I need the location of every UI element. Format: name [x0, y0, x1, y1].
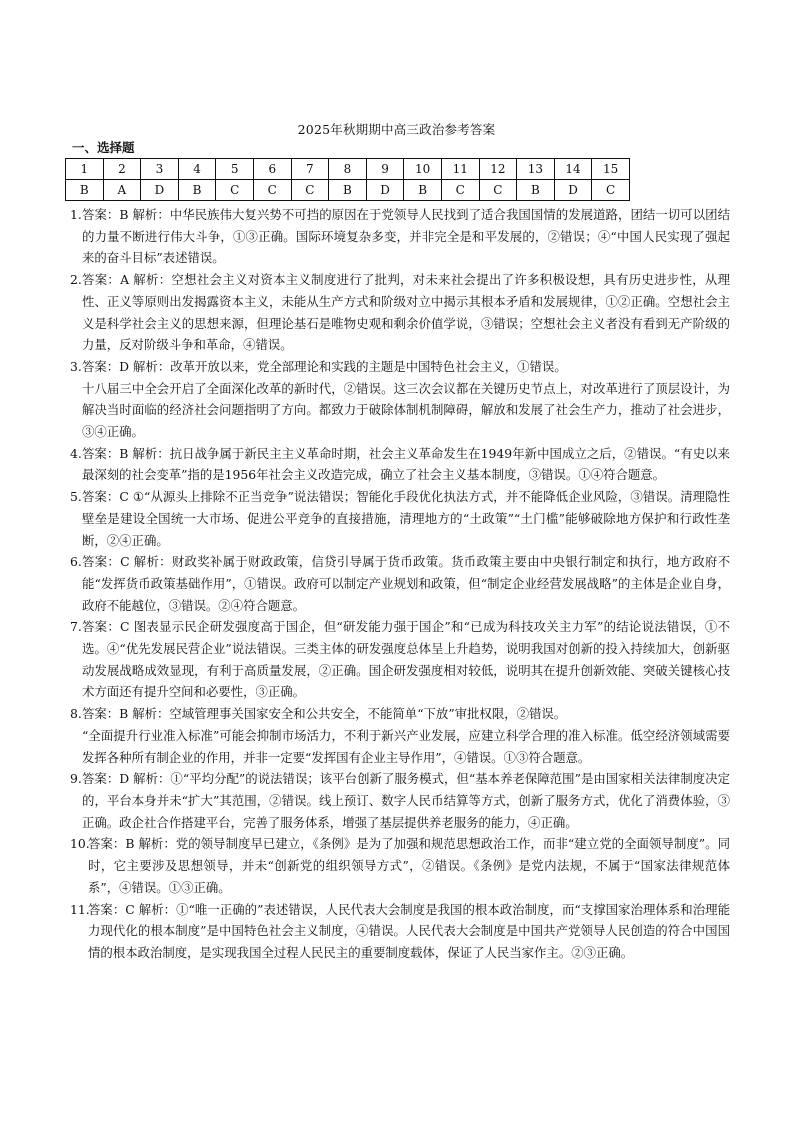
- explanation-text: 答案：B 解析：党的领导制度早已建立，《条例》是为了加强和规范思想政治工作，而非“建立党的全面领导制度”。同时，它主要涉及思想领导，并未“创新党的组织领导方式”，②错误。《条例》是党内法规，不属于“国家法律规范体系”，④错误。①③正确。: [88, 836, 730, 895]
- item-number: 1.: [70, 207, 82, 222]
- answer-cell: D: [366, 180, 404, 201]
- question-number-cell: 1: [66, 159, 104, 180]
- item-number: 9.: [70, 771, 82, 787]
- explanation-item: [70, 443, 730, 486]
- question-number-cell: 10: [404, 159, 442, 180]
- answer-cell: D: [141, 180, 179, 201]
- answer-cell: C: [216, 180, 254, 201]
- item-number: 10.: [70, 836, 90, 852]
- explanation-text: “全面提升行业准入标准”可能会抑制市场活力，不利于新兴产业发展，应建立科学合理的准入标准。低空经济领域需要发挥各种所有制企业的作用，并非一定要“发挥国有企业主导作用”，④错误。①③符合题意。: [82, 727, 730, 765]
- explanation-item: [70, 703, 730, 768]
- question-number-cell: 14: [554, 159, 592, 180]
- question-number-cell: 8: [329, 159, 367, 180]
- explanation-text: 答案：C 解析：财政奖补属于财政政策，信贷引导属于货币政策。货币政策主要由中央银行制定和执行，地方政府不能“发挥货币政策基础作用”，①错误。政府可以制定产业规划和政策，但“制定企业经营发展战略”的主体是企业自身，政府不能越位，③错误。②④符合题意。: [82, 554, 730, 613]
- explanation-text: 答案：C ①“从源头上排除不正当竞争”说法错误；智能化手段优化执法方式，并不能降低企业风险，③错误。清理隐性壁垒是建设全国统一大市场、促进公平竞争的直接措施，清理地方的“土政策”“土门槛”能够破除地方保护和行政性垄断，②④正确。: [82, 489, 730, 548]
- item-number: 11.: [70, 901, 90, 917]
- answer-cell: D: [554, 180, 592, 201]
- answer-cell: B: [329, 180, 367, 201]
- explanation-item: [70, 551, 730, 616]
- item-number: 8.: [70, 706, 82, 722]
- explanation-item: [70, 486, 730, 551]
- explanation-text: 答案：C 解析：①“唯一正确的”表述错误，人民代表大会制度是我国的根本政治制度，而“支撑国家治理体系和治理能力现代化的根本制度”是中国特色社会主义制度，④错误。人民代表大会制度是中国共产党领导人民创造的符合中国国情的根本政治制度，是实现我国全过程人民民主的重要制度载体，保证了人民当家作主。②③正确。: [88, 901, 730, 960]
- explanation-text: 十八届三中全会开启了全面深化改革的新时代，②错误。这三次会议都在关键历史节点上，对改革进行了顶层设计，为解决当时面临的经济社会问题指明了方向。都致力于破除体制机制障碍，解放和发展了社会生产力，推动了社会进步，③④正确。: [82, 380, 730, 440]
- explanation-item: [70, 204, 730, 269]
- explanation-item: [70, 833, 730, 898]
- explanation-item: [70, 899, 730, 964]
- question-number-cell: 6: [253, 159, 291, 180]
- question-number-cell: 12: [479, 159, 517, 180]
- section-title: 一、选择题: [72, 140, 135, 155]
- question-number-cell: 15: [592, 159, 630, 180]
- explanation-item: [70, 356, 730, 443]
- explanation-item: [70, 768, 730, 833]
- question-number-cell: 4: [178, 159, 216, 180]
- item-number: 3.: [70, 358, 82, 374]
- answer-table-number-row: [66, 159, 630, 180]
- explanation-text: 答案：B 解析：空域管理事关国家安全和公共安全，不能简单“下放”审批权限，②错误。: [82, 706, 567, 722]
- explanation-text: 答案：C 图表显示民企研发强度高于国企，但“研发能力强于国企”和“已成为科技攻关主力军”的结论说法错误，①不选。④“优先发展民营企业”说法错误。三类主体的研发强度总体呈上升趋势，说明我国对创新的投入持续加大，创新驱动发展战略成效显现，有利于高质量发展，②正确。国企研发强度相对较低，说明其在提升创新效能、突破关键核心技术方面还有提升空间和必要性，③正确。: [82, 619, 730, 700]
- answer-cell: C: [253, 180, 291, 201]
- answer-table: [65, 158, 630, 201]
- question-number-cell: 3: [141, 159, 179, 180]
- answer-cell: A: [103, 180, 141, 201]
- answer-cell: B: [517, 180, 555, 201]
- item-number: 6.: [70, 554, 82, 570]
- answer-cell: C: [441, 180, 479, 201]
- item-number: 2.: [70, 272, 82, 288]
- explanation-item: [70, 616, 730, 703]
- page-title: 2025年秋期期中高三政治参考答案: [297, 122, 496, 137]
- answer-cell: C: [592, 180, 630, 201]
- item-number: 4.: [70, 445, 82, 461]
- explanation-list: [70, 204, 730, 964]
- answer-cell: B: [404, 180, 442, 201]
- explanation-text: 答案：B 解析：抗日战争属于新民主主义革命时期，社会主义革命发生在1949年新中国成立之后，②错误。“有史以来最深刻的社会变革”指的是1956年社会主义改造完成，确立了社会主义基本制度，③错误。①④符合题意。: [82, 445, 730, 483]
- answer-cell: B: [66, 180, 104, 201]
- question-number-cell: 7: [291, 159, 329, 180]
- item-number: 5.: [70, 489, 82, 505]
- question-number-cell: 5: [216, 159, 254, 180]
- explanation-text: 答案：D 解析：改革开放以来，党全部理论和实践的主题是中国特色社会主义，①错误。: [82, 358, 567, 374]
- question-number-cell: 13: [517, 159, 555, 180]
- answer-table-answer-row: [66, 180, 630, 201]
- explanation-text: 答案：A 解析：空想社会主义对资本主义制度进行了批判，对未来社会提出了许多积极设想，具有历史进步性，从理性、正义等原则出发揭露资本主义，未能从生产方式和阶级对立中揭示其根本矛盾和发展规律，①②正确。空想社会主义是科学社会主义的思想来源，但理论基石是唯物史观和剩余价值学说，③错误；空想社会主义者没有看到无产阶级的力量，反对阶级斗争和革命，④错误。: [82, 272, 730, 353]
- item-number: 7.: [70, 619, 82, 635]
- answer-cell: C: [291, 180, 329, 201]
- question-number-cell: 11: [441, 159, 479, 180]
- explanation-text: 答案：B 解析：中华民族伟大复兴势不可挡的原因在于党领导人民找到了适合我国国情的发展道路，团结一切可以团结的力量不断进行伟大斗争，①③正确。国际环境复杂多变，并非完全是和平发展的，②错误；④“中国人民实现了强起来的奋斗目标”表述错误。: [82, 207, 730, 266]
- answer-cell: B: [178, 180, 216, 201]
- question-number-cell: 2: [103, 159, 141, 180]
- explanation-item: [70, 269, 730, 356]
- answer-cell: C: [479, 180, 517, 201]
- explanation-text: 答案：D 解析：①“平均分配”的说法错误；该平台创新了服务模式，但“基本养老保障范围”是由国家相关法律制度决定的，平台本身并未“扩大”其范围，②错误。线上预订、数字人民币结算等方式，创新了服务方式，优化了消费体验，③正确。政企社合作搭建平台，完善了服务体系，增强了基层提供养老服务的能力，④正确。: [82, 771, 730, 830]
- question-number-cell: 9: [366, 159, 404, 180]
